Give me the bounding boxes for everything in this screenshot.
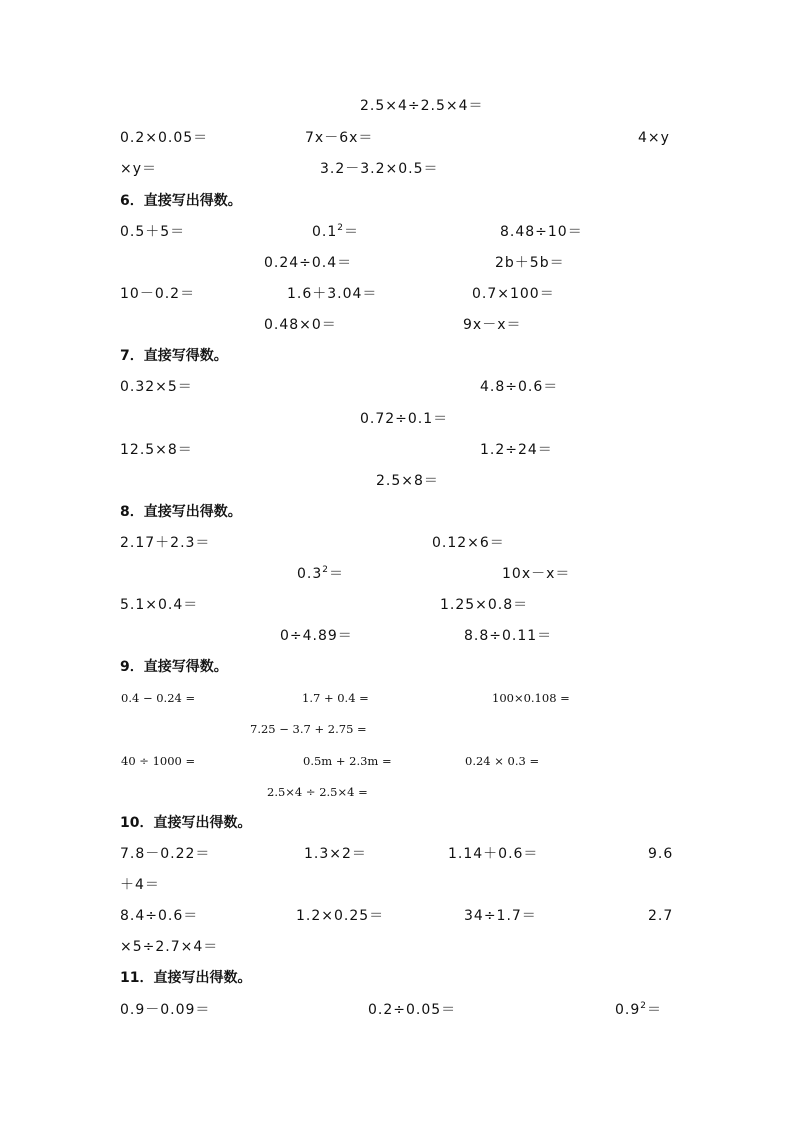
expression-line [0,594,794,616]
expression: 2.5×4 ÷ 2.5×4 = [267,785,368,799]
equals: ＝ [344,224,359,240]
expression: 0.9－0.09＝ [120,1002,211,1018]
expression: 34÷1.7＝ [464,908,537,924]
exponent: 2 [322,565,329,575]
expression: 2.5×4÷2.5×4＝ [360,98,484,114]
expression: 9x－x＝ [463,317,522,333]
expression: 12.5×8＝ [120,442,193,458]
expression: 1.3×2＝ [304,846,367,862]
expression-line [0,470,794,492]
expression-squared [312,221,359,243]
section-heading-9: 9．直接写得数。 [120,659,228,675]
expression: 0.72÷0.1＝ [360,411,449,427]
expression: 1.2×0.25＝ [296,908,385,924]
expression-line [0,750,794,772]
expression-line [0,687,794,709]
expression-line [0,936,794,958]
expression-line [0,999,794,1021]
expression: 8.8÷0.11＝ [464,628,553,644]
expression: 0.48×0＝ [264,317,337,333]
expression: 0.32×5＝ [120,379,193,395]
expression-line [0,283,794,305]
expression: 8.48÷10＝ [500,224,583,240]
expression: 0÷4.89＝ [280,628,353,644]
expression-line [0,905,794,927]
expression-line [0,408,794,430]
expression: 100×0.108 = [492,691,570,705]
section-heading-8: 8．直接写出得数。 [120,504,242,520]
equals: ＝ [329,566,344,582]
expression-line [0,376,794,398]
section-heading-10: 10．直接写出得数。 [120,815,252,831]
base: 0.9 [615,1002,641,1018]
expression-squared [297,563,344,585]
expression: 5.1×0.4＝ [120,597,199,613]
expression: 1.25×0.8＝ [440,597,529,613]
expression: 7x－6x＝ [305,130,374,146]
expression: 0.24÷0.4＝ [264,255,353,271]
section-heading-6: 6．直接写出得数。 [120,193,242,209]
expression: 2.7 [648,908,674,924]
expression-line [0,314,794,336]
expression: 7.25 − 3.7 + 2.75 = [250,722,367,736]
expression-line [0,221,794,243]
base: 0.3 [297,566,323,582]
exponent: 2 [640,1001,647,1011]
expression: 1.2÷24＝ [480,442,553,458]
expression: 1.6＋3.04＝ [287,286,378,302]
expression: 10－0.2＝ [120,286,196,302]
expression: 9.6 [648,846,674,862]
expression: ×5÷2.7×4＝ [120,939,219,955]
section-heading-7: 7．直接写得数。 [120,348,228,364]
expression-line [0,127,794,149]
equals: ＝ [647,1002,662,1018]
expression-line [0,843,794,865]
expression-line [0,563,794,585]
expression-line [0,95,794,117]
expression: 4.8÷0.6＝ [480,379,559,395]
expression: 0.2÷0.05＝ [368,1002,457,1018]
expression: 0.2×0.05＝ [120,130,209,146]
expression-line [0,532,794,554]
expression-line [0,625,794,647]
expression-line [0,439,794,461]
exponent: 2 [337,223,344,233]
expression-line [0,874,794,896]
expression: 0.5m + 2.3m = [303,754,392,768]
expression-squared [615,999,662,1021]
expression: 0.5＋5＝ [120,224,186,240]
expression-line [0,718,794,740]
section-heading-11: 11．直接写出得数。 [120,970,252,986]
expression-line [0,158,794,180]
expression: 4×y [638,130,670,146]
expression-line [0,252,794,274]
expression: ＋4＝ [120,877,160,893]
expression: 2.5×8＝ [376,473,439,489]
expression: 0.24 × 0.3 = [465,754,540,768]
expression: ×y＝ [120,161,158,177]
expression-line [0,781,794,803]
expression: 1.14＋0.6＝ [448,846,539,862]
expression: 1.7 + 0.4 = [302,691,369,705]
base: 0.1 [312,224,338,240]
expression: 0.7×100＝ [472,286,555,302]
expression: 7.8－0.22＝ [120,846,211,862]
expression: 2b＋5b＝ [495,255,565,271]
expression: 2.17＋2.3＝ [120,535,211,551]
expression: 3.2－3.2×0.5＝ [320,161,439,177]
expression: 0.12×6＝ [432,535,505,551]
expression: 40 ÷ 1000 = [121,754,196,768]
expression: 8.4÷0.6＝ [120,908,199,924]
expression: 10x－x＝ [502,566,571,582]
expression: 0.4 − 0.24 = [121,691,196,705]
